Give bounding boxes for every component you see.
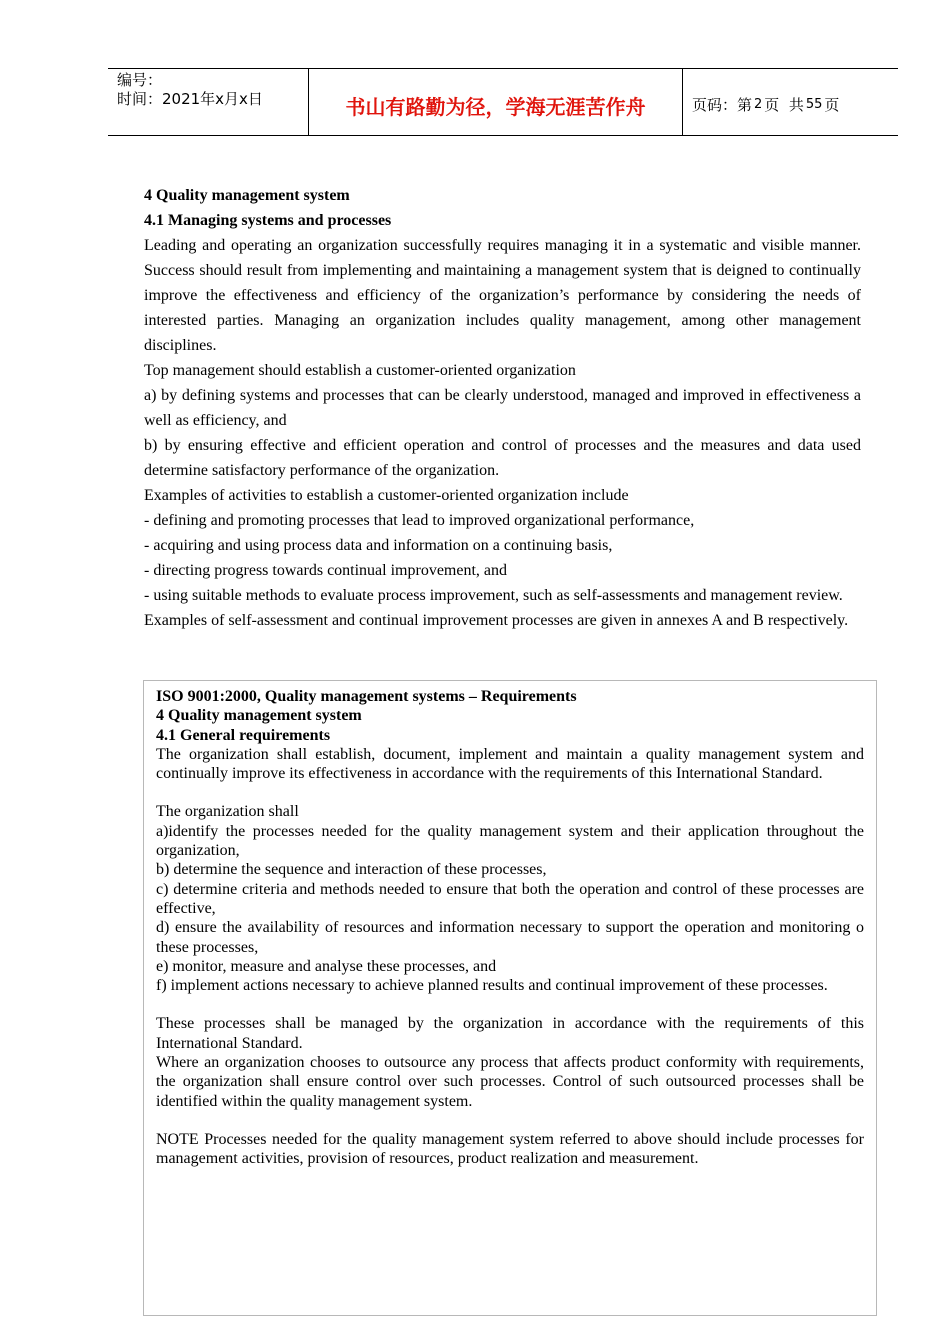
number-label: 编号： bbox=[117, 71, 163, 89]
bullet-item: - directing progress towards continual improvement, and bbox=[144, 562, 508, 579]
bullet-item: - using suitable methods to evaluate process improvement, such as self-assessments and management review. bbox=[144, 587, 843, 604]
header-meta bbox=[108, 69, 309, 135]
excerpt-subheading: 4.1 General requirements bbox=[156, 726, 331, 744]
excerpt-list-item: d) ensure the availability of resources and information necessary to support the operation and monitoring o these processes, bbox=[156, 919, 864, 956]
paragraph: Leading and operating an organization successfully requires managing it in a systematic and visible manner. Success should result from implementing and maintaining a management system that is deigned to continually improve the effectiveness and efficiency of the organization’s performance by considering the needs of interested parties. Managing an organization includes quality management, among other management disciplines. bbox=[144, 237, 861, 354]
paragraph: Examples of self-assessment and continual improvement processes are given in annexes A and B respectively. bbox=[144, 612, 849, 629]
page-current: 2 bbox=[754, 96, 763, 112]
iso-excerpt-box bbox=[143, 680, 877, 1316]
page-mid: 页 共 bbox=[764, 95, 804, 114]
list-item: b) by ensuring effective and efficient operation and control of processes and the measures and data used determine satisfactory performance of the organization. bbox=[144, 437, 861, 479]
paragraph: Examples of activities to establish a customer-oriented organization include bbox=[144, 487, 629, 504]
excerpt-paragraph: These processes shall be managed by the organization in accordance with the requirements of this International Standard. bbox=[156, 1015, 864, 1052]
excerpt-heading: 4 Quality management system bbox=[156, 707, 362, 725]
spacer bbox=[156, 1111, 864, 1130]
bullet-item: - acquiring and using process data and information on a continuing basis, bbox=[144, 537, 613, 554]
excerpt-paragraph: The organization shall bbox=[156, 803, 299, 821]
page-header bbox=[108, 68, 898, 136]
spacer bbox=[156, 995, 864, 1014]
excerpt-paragraph: Where an organization chooses to outsource any process that affects product conformity with requirements, the organization shall ensure control over such processes. Control of such outsourced processes shall be identified within the quality management system. bbox=[156, 1054, 864, 1110]
time-label: 时间：2021年x月x日 bbox=[117, 90, 263, 108]
subsection-heading: 4.1 Managing systems and processes bbox=[144, 212, 392, 229]
page-total: 55 bbox=[805, 96, 823, 112]
list-item: a) by defining systems and processes that can be clearly understood, managed and improved in effectiveness a well as efficiency, and bbox=[144, 387, 861, 429]
bullet-item: - defining and promoting processes that lead to improved organizational performance, bbox=[144, 512, 695, 529]
excerpt-paragraph: The organization shall establish, document, implement and maintain a quality management system and continually improve its effectiveness in accordance with the requirements of this International Standard. bbox=[156, 745, 864, 783]
header-motto: 书山有路勤为径，学海无涯苦作舟 bbox=[309, 69, 683, 135]
section-heading: 4 Quality management system bbox=[144, 187, 350, 204]
excerpt-list-item: c) determine criteria and methods needed to ensure that both the operation and control of these processes are effective, bbox=[156, 880, 864, 917]
paragraph: Top management should establish a customer-oriented organization bbox=[144, 362, 576, 379]
page-prefix: 页码：第 bbox=[692, 95, 753, 114]
excerpt-list-item: f) implement actions necessary to achieve planned results and continual improvement of these processes. bbox=[156, 977, 828, 995]
excerpt-note: NOTE Processes needed for the quality management system referred to above should include processes for management activities, provision of resources, product realization and measurement. bbox=[156, 1130, 864, 1168]
excerpt-list-item: a)identify the processes needed for the quality management system and their application throughout the organization, bbox=[156, 822, 864, 860]
excerpt-list-item: b) determine the sequence and interaction of these processes, bbox=[156, 861, 547, 879]
page-counter bbox=[683, 69, 898, 135]
document-body bbox=[144, 183, 861, 633]
page-suffix: 页 bbox=[824, 95, 840, 114]
excerpt-list-item: e) monitor, measure and analyse these processes, and bbox=[156, 957, 497, 975]
spacer bbox=[156, 783, 864, 802]
excerpt-title: ISO 9001:2000, Quality management systems – Requirements bbox=[156, 688, 577, 705]
